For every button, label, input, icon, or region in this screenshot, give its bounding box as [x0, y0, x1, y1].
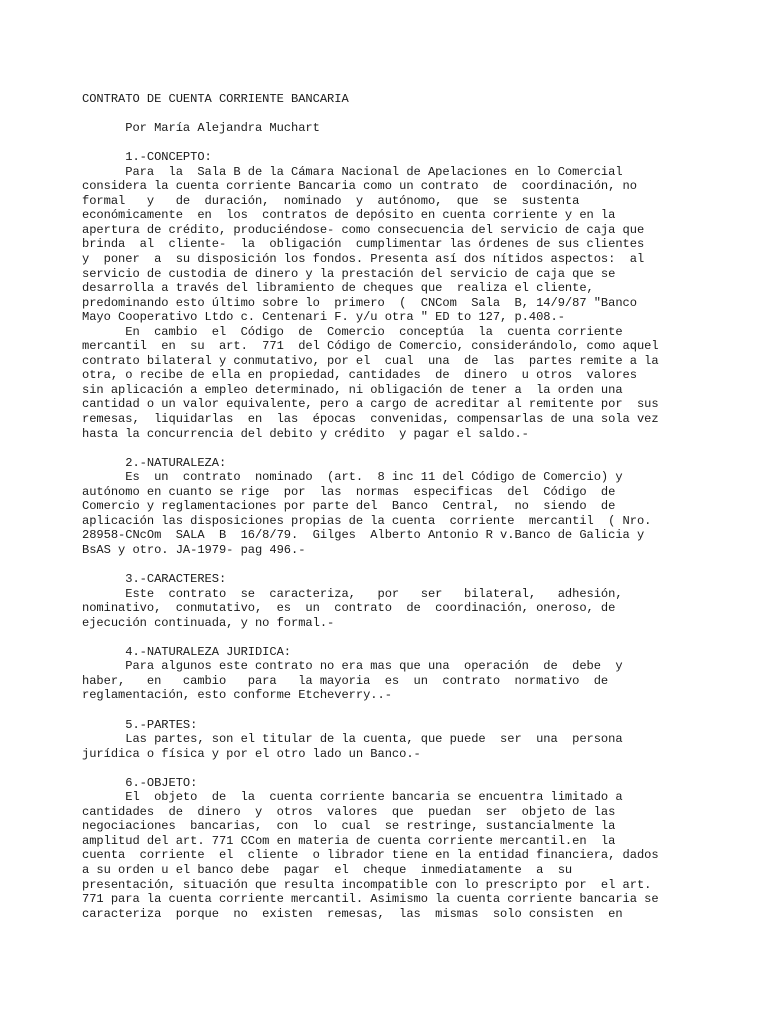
document-line [82, 761, 692, 776]
document-line: Para la Sala B de la Cámara Nacional de Apelaciones en lo Comercial [82, 164, 623, 179]
document-line [82, 630, 692, 645]
document-line: remesas, liquidarlas en las épocas convenidas, compensarlas de una sola vez [82, 412, 659, 427]
document-line: presentación, situación que resulta incompatible con lo prescripto por el art. [82, 877, 652, 892]
document-line: hasta la concurrencia del debito y crédito y pagar el saldo.- [82, 426, 529, 441]
document-line: amplitud del art. 771 CCom en materia de cuenta corriente mercantil.en la [82, 833, 616, 848]
document-line: cuenta corriente el cliente o librador tiene en la entidad financiera, dados [82, 848, 659, 863]
document-line: 771 para la cuenta corriente mercantil. Asimismo la cuenta corriente bancaria se [82, 892, 659, 907]
document-line: caracteriza porque no existen remesas, las mismas solo consisten en [82, 906, 623, 921]
document-line: reglamentación, esto conforme Etcheverry..- [82, 688, 392, 703]
document-line [82, 558, 692, 573]
document-line: 3.-CARACTERES: [82, 572, 227, 587]
document-line: Es un contrato nominado (art. 8 inc 11 del Código de Comercio) y [82, 470, 623, 485]
document-line: En cambio el Código de Comercio conceptúa la cuenta corriente [82, 324, 623, 339]
document-line: Comercio y reglamentaciones por parte del Banco Central, no siendo de [82, 499, 616, 514]
document-line: brinda al cliente- la obligación cumplimentar las órdenes de sus clientes [82, 237, 645, 252]
document-line: otra, o recibe de ella en propiedad, cantidades de dinero u otros valores [82, 368, 637, 383]
document-line: ejecución continuada, y no formal.- [82, 615, 335, 630]
document-line [82, 136, 692, 151]
document-line: aplicación las disposiciones propias de la cuenta corriente mercantil ( Nro. [82, 513, 652, 528]
document-line: BsAS y otro. JA-1979- pag 496.- [82, 542, 306, 557]
document-line: contrato bilateral y conmutativo, por el cual una de las partes remite a la [82, 353, 659, 368]
document-line: Las partes, son el titular de la cuenta, que puede ser una persona [82, 732, 623, 747]
document-line: desarrolla a través del libramiento de cheques que realiza el cliente, [82, 281, 594, 296]
document-line: considera la cuenta corriente Bancaria como un contrato de coordinación, no [82, 179, 637, 194]
document-line: negociaciones bancarias, con lo cual se restringe, sustancialmente la [82, 819, 616, 834]
document-line: CONTRATO DE CUENTA CORRIENTE BANCARIA [82, 92, 349, 106]
document-line [82, 703, 692, 718]
document-line: 1.-CONCEPTO: [82, 150, 212, 165]
document-line: Mayo Cooperativo Ltdo c. Centenari F. y/u otra " ED to 127, p.408.- [82, 310, 565, 325]
document-line: Para algunos este contrato no era mas que una operación de debe y [82, 659, 623, 674]
document-line: haber, en cambio para la mayoria es un contrato normativo de [82, 673, 609, 688]
document-line: servicio de custodia de dinero y la prestación del servicio de caja que se [82, 266, 616, 281]
document-line: 4.-NATURALEZA JURIDICA: [82, 644, 292, 659]
document-line: a su orden u el banco debe pagar el cheque inmediatamente a su [82, 862, 573, 877]
document-line: 2.-NATURALEZA: [82, 455, 227, 470]
document-line: mercantil en su art. 771 del Código de Comercio, considerándolo, como aquel [82, 339, 659, 354]
document-line: autónomo en cuanto se rige por las normas especificas del Código de [82, 484, 616, 499]
document-line: nominativo, conmutativo, es un contrato de coordinación, oneroso, de [82, 601, 616, 616]
document-line: 28958-CNcOm SALA B 16/8/79. Gilges Alberto Antonio R v.Banco de Galicia y [82, 528, 645, 543]
document-line: y poner a su disposición los fondos. Presenta así dos nítidos aspectos: al [82, 252, 645, 267]
document-line: formal y de duración, nominado y autónomo, que se sustenta [82, 193, 580, 208]
document-line: apertura de crédito, produciéndose- como consecuencia del servicio de caja que [82, 222, 645, 237]
document-line: cantidades de dinero y otros valores que puedan ser objeto de las [82, 804, 616, 819]
document-line [82, 107, 692, 122]
document-line: 6.-OBJETO: [82, 775, 198, 790]
document-line: económicamente en los contratos de depósito en cuenta corriente y en la [82, 208, 616, 223]
document-body [82, 92, 692, 921]
document-line: jurídica o física y por el otro lado un Banco.- [82, 746, 421, 761]
document-line: El objeto de la cuenta corriente bancaria se encuentra limitado a [82, 790, 623, 805]
document-line: Por María Alejandra Muchart [82, 121, 320, 136]
document-line: sin aplicación a empleo determinado, ni obligación de tener a la orden una [82, 382, 623, 397]
document-line: Este contrato se caracteriza, por ser bilateral, adhesión, [82, 586, 623, 601]
document-line: 5.-PARTES: [82, 717, 198, 732]
document-line [82, 441, 692, 456]
document-line: cantidad o un valor equivalente, pero a cargo de acreditar al remitente por sus [82, 397, 659, 412]
document-line: predominando esto último sobre lo primero ( CNCom Sala B, 14/9/87 "Banco [82, 295, 637, 310]
